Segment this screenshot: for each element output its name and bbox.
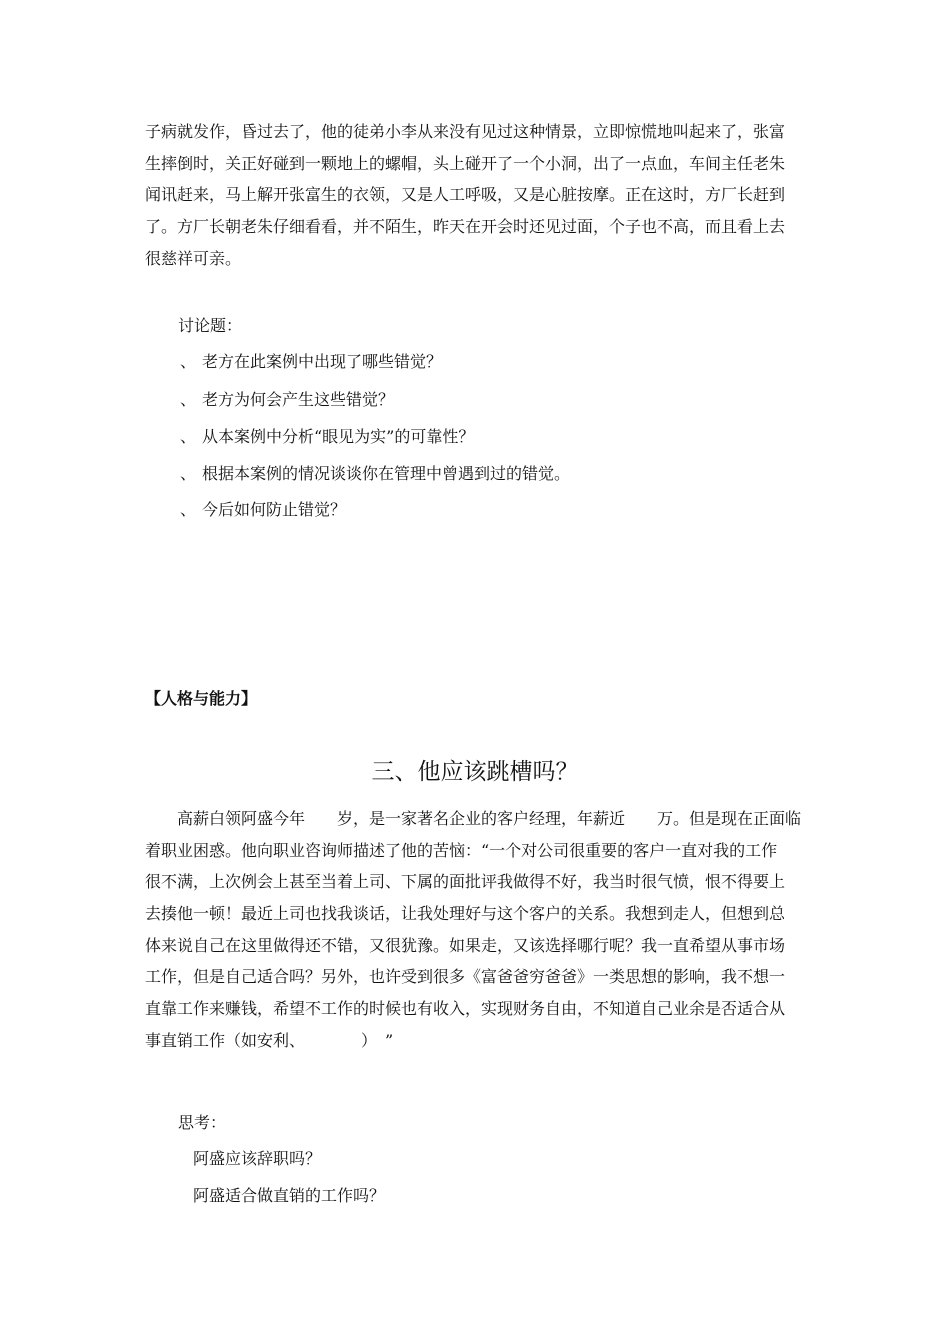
list-marker: 、 [180, 352, 197, 371]
paragraph-line: 着职业困惑。他向职业咨询师描述了他的苦恼：“一个对公司很重要的客户一直对我的工作 [145, 840, 778, 860]
discussion-item [180, 387, 394, 410]
discussion-label: 讨论题： [178, 316, 243, 335]
intro-paragraph [145, 116, 810, 274]
discussion-item [180, 461, 570, 484]
discussion-item-text: 今后如何防止错觉？ [202, 500, 347, 519]
paragraph-line: 很慈祥可亲。 [145, 248, 242, 268]
discussion-item [180, 424, 474, 447]
list-marker: 、 [180, 500, 197, 519]
thinking-question: 阿盛应该辞职吗？ [193, 1149, 322, 1168]
paragraph-line: 去揍他一顿！最近上司也找我谈话，让我处理好与这个客户的关系。我想到走人，但想到总 [145, 904, 786, 924]
paragraph-line: 直靠工作来赚钱，希望不工作的时候也有收入，实现财务自由，不知道自己业余是否适合从 [145, 999, 786, 1019]
thinking-label: 思考： [178, 1113, 227, 1132]
paragraph-line: 生摔倒时，关正好碰到一颗地上的螺帽，头上碰开了一个小洞，出了一点血，车间主任老朱 [145, 153, 786, 173]
discussion-item-text: 从本案例中分析“眼见为实”的可靠性？ [202, 427, 475, 446]
list-marker: 、 [180, 390, 197, 409]
paragraph-line: 闻讯赶来，马上解开张富生的衣领，又是人工呼吸，又是心脏按摩。正在这时，方厂长赶到 [145, 185, 786, 205]
discussion-item [180, 497, 346, 520]
case-paragraph [145, 803, 810, 1057]
list-marker: 、 [180, 464, 197, 483]
discussion-item [180, 349, 442, 372]
case-title: 三、他应该跳槽吗？ [371, 759, 579, 785]
discussion-item-text: 根据本案例的情况谈谈你在管理中曾遇到过的错觉。 [202, 464, 571, 483]
section-tag: 【人格与能力】 [145, 689, 258, 708]
paragraph-line: 事直销工作（如安利、 ） ” [145, 1030, 394, 1050]
paragraph-line: 了。方厂长朝老朱仔细看看，并不陌生，昨天在开会时还见过面，个子也不高，而且看上去 [145, 217, 786, 237]
thinking-question: 阿盛适合做直销的工作吗？ [193, 1186, 386, 1205]
discussion-item-text: 老方在此案例中出现了哪些错觉？ [202, 352, 443, 371]
list-marker: 、 [180, 427, 197, 446]
paragraph-line: 高薪白领阿盛今年 岁，是一家著名企业的客户经理，年薪近 万。但是现在正面临 [145, 809, 802, 828]
paragraph-line: 体来说自己在这里做得还不错，又很犹豫。如果走，又该选择哪行呢？我一直希望从事市场 [145, 935, 786, 955]
paragraph-line: 子病就发作，昏过去了，他的徒弟小李从来没有见过这种情景，立即惊慌地叫起来了，张富 [145, 122, 786, 141]
paragraph-line: 很不满，上次例会上甚至当着上司、下属的面批评我做得不好，我当时很气愤，恨不得要上 [145, 872, 786, 892]
paragraph-line: 工作，但是自己适合吗？另外，也许受到很多《富爸爸穷爸爸》一类思想的影响，我不想一 [145, 967, 786, 987]
discussion-item-text: 老方为何会产生这些错觉？ [202, 390, 395, 409]
